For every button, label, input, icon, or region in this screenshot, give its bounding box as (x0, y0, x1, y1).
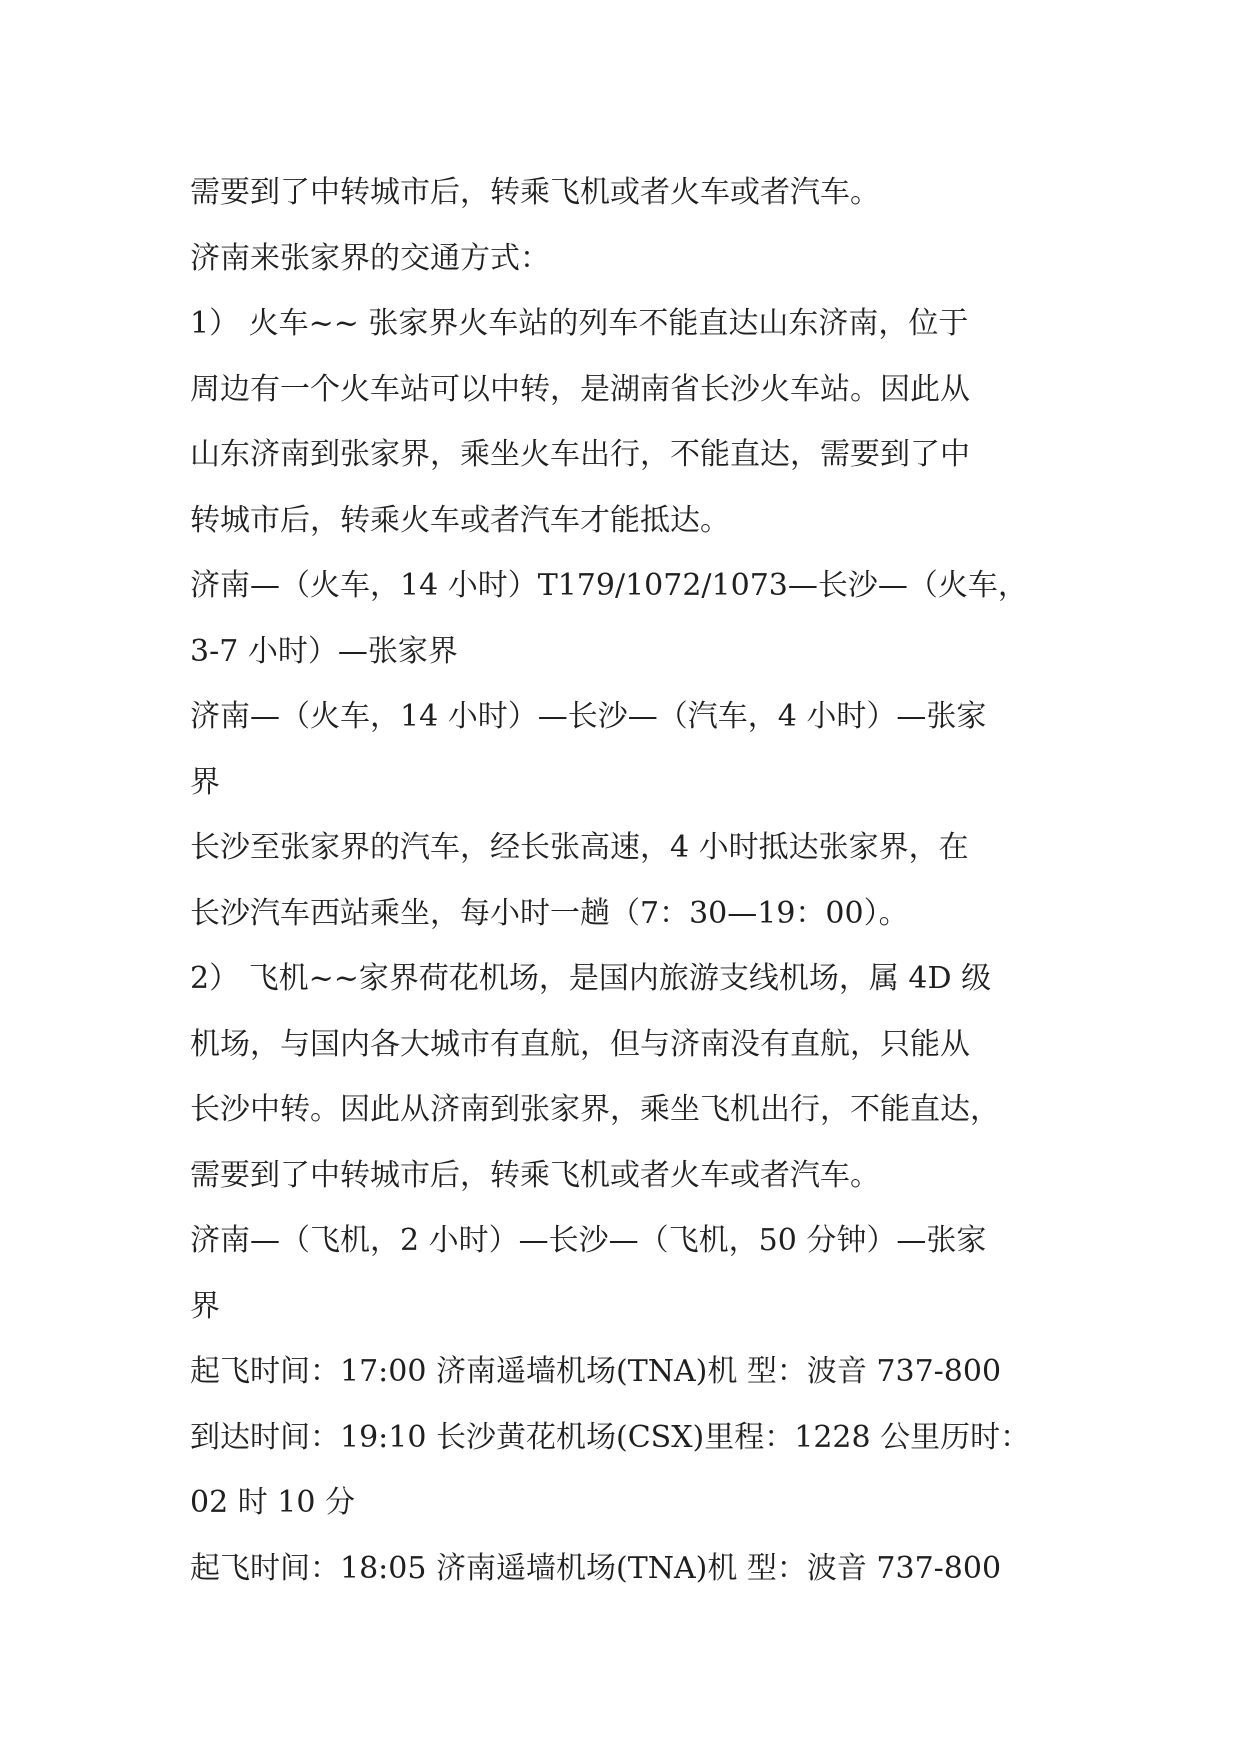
text-line: 2） 飞机~~家界荷花机场，是国内旅游支线机场，属 4D 级 (190, 961, 992, 996)
text-line: 需要到了中转城市后，转乘飞机或者火车或者汽车。 (190, 1157, 880, 1193)
text-line: 长沙汽车西站乘坐，每小时一趟（7：30—19：00）。 (190, 895, 909, 931)
text-line: 界 (190, 764, 220, 800)
document-body (190, 160, 1058, 1601)
text-line: 济南—（火车，14 小时）—长沙—（汽车，4 小时）—张家 (190, 699, 987, 734)
text-line: 山东济南到张家界，乘坐火车出行，不能直达，需要到了中 (190, 437, 970, 472)
text-line: 到达时间：19:10 长沙黄花机场(CSX)里程：1228 公里历时： (190, 1419, 1031, 1455)
text-line: 起飞时间：17:00 济南遥墙机场(TNA)机 型：波音 737-800 (190, 1354, 1002, 1389)
text-line: 长沙至张家界的汽车，经长张高速，4 小时抵达张家界，在 (190, 830, 969, 865)
text-line: 长沙中转。因此从济南到张家界，乘坐飞机出行，不能直达， (190, 1092, 1000, 1127)
text-line: 济南—（火车，14 小时）T179/1072/1073—长沙—（火车， (190, 568, 1028, 603)
text-line: 济南—（飞机，2 小时）—长沙—（飞机，50 分钟）—张家 (190, 1223, 987, 1258)
text-line: 起飞时间：18:05 济南遥墙机场(TNA)机 型：波音 737-800 (190, 1550, 1002, 1586)
text-line: 机场，与国内各大城市有直航，但与济南没有直航，只能从 (190, 1026, 970, 1062)
text-line: 济南来张家界的交通方式： (190, 240, 550, 276)
text-line: 需要到了中转城市后，转乘飞机或者火车或者汽车。 (190, 175, 880, 210)
text-line: 3-7 小时）—张家界 (190, 633, 458, 669)
text-line: 转城市后，转乘火车或者汽车才能抵达。 (190, 502, 730, 538)
text-line: 界 (190, 1288, 220, 1324)
text-line: 02 时 10 分 (190, 1485, 355, 1520)
text-line: 周边有一个火车站可以中转，是湖南省长沙火车站。因此从 (190, 371, 970, 407)
text-line: 1） 火车~~ 张家界火车站的列车不能直达山东济南，位于 (190, 306, 969, 341)
